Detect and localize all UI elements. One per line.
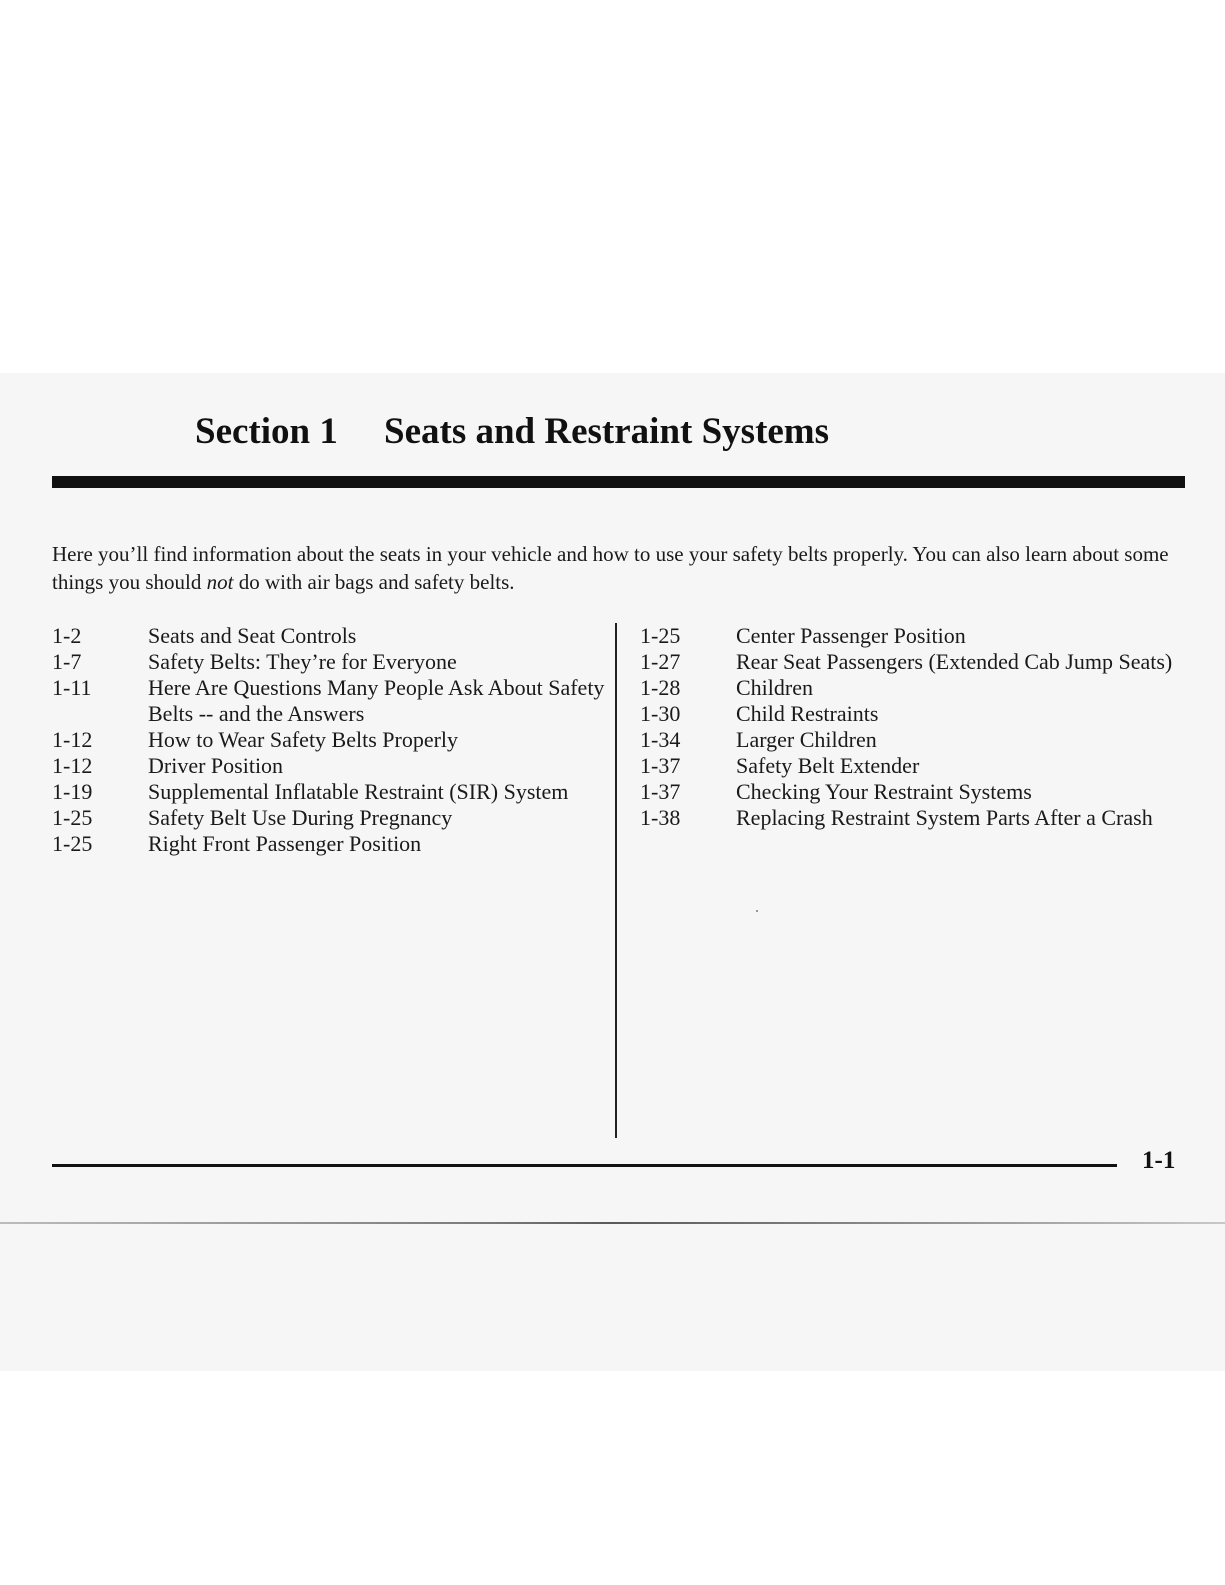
toc-entry-title: Here Are Questions Many People Ask About Safety Belts -- and the Answers: [148, 675, 605, 726]
scan-speck: [756, 910, 758, 912]
toc-entry-title: Safety Belt Use During Pregnancy: [148, 805, 453, 830]
toc-page-number: 1-25: [640, 623, 681, 648]
toc-page-number: 1-28: [640, 675, 681, 700]
toc-entry-title: Safety Belts: They’re for Everyone: [148, 649, 457, 674]
toc-entry[interactable]: [52, 623, 612, 649]
column-divider: [615, 623, 617, 1138]
title-rule: [52, 476, 1185, 488]
toc-page-number: 1-19: [52, 779, 93, 804]
toc-page-number: 1-34: [640, 727, 681, 752]
toc-left-column: [52, 623, 612, 857]
toc-page-number: 1-27: [640, 649, 681, 674]
toc-page-number: 1-12: [52, 727, 93, 752]
page-number: 1-1: [1142, 1147, 1176, 1174]
toc-page-number: 1-38: [640, 805, 681, 830]
toc-entry[interactable]: [640, 753, 1200, 779]
toc-entry[interactable]: [52, 753, 612, 779]
toc-page-number: 1-30: [640, 701, 681, 726]
toc-page-number: 1-25: [52, 831, 93, 856]
toc-page-number: 1-25: [52, 805, 93, 830]
toc-entry[interactable]: [640, 649, 1200, 675]
toc-entry[interactable]: [52, 649, 612, 675]
toc-entry-title: Child Restraints: [736, 701, 879, 726]
toc-entry[interactable]: [52, 831, 612, 857]
toc-entry-title: Supplemental Inflatable Restraint (SIR) System: [148, 779, 569, 804]
toc-entry-title: Safety Belt Extender: [736, 753, 920, 778]
toc-entry[interactable]: [52, 805, 612, 831]
toc-entry-title: How to Wear Safety Belts Properly: [148, 727, 459, 752]
toc-entry[interactable]: [640, 701, 1200, 727]
section-name: Seats and Restraint Systems: [384, 411, 830, 452]
toc-entry-title: Children: [736, 675, 813, 700]
toc-page-number: 1-11: [52, 675, 92, 700]
section-title: [195, 413, 829, 450]
toc-entry-title: Larger Children: [736, 727, 877, 752]
intro-emphasis: not: [206, 570, 234, 594]
toc-entry-title: Replacing Restraint System Parts After a Crash: [736, 805, 1153, 830]
intro-paragraph: [52, 540, 1192, 596]
toc-entry-title: Seats and Seat Controls: [148, 623, 357, 648]
toc-entry-title: Driver Position: [148, 753, 284, 778]
section-number: Section 1: [195, 411, 338, 452]
toc-entry-title: Right Front Passenger Position: [148, 831, 422, 856]
toc-entry[interactable]: [52, 779, 612, 805]
toc-entry[interactable]: [52, 727, 612, 753]
toc-entry[interactable]: [640, 727, 1200, 753]
scan-edge-line: [0, 1222, 1225, 1224]
intro-text-end: do with air bags and safety belts.: [233, 570, 515, 594]
toc-page-number: 1-7: [52, 649, 82, 674]
toc-entry[interactable]: [640, 675, 1200, 701]
toc-entry-title: Checking Your Restraint Systems: [736, 779, 1032, 804]
toc-entry[interactable]: [640, 805, 1200, 831]
toc-entry[interactable]: [52, 675, 612, 727]
toc-page-number: 1-12: [52, 753, 93, 778]
toc-entry-title: Rear Seat Passengers (Extended Cab Jump Seats): [736, 649, 1173, 674]
toc-page-number: 1-37: [640, 753, 681, 778]
toc-entry-title: Center Passenger Position: [736, 623, 966, 648]
toc-entry[interactable]: [640, 623, 1200, 649]
toc-entry[interactable]: [640, 779, 1200, 805]
intro-text-start: Here you’ll find information about the seats in your vehicle and how to use your safety belts properly. You can also learn about some things you should: [52, 542, 1169, 594]
toc-page-number: 1-2: [52, 623, 82, 648]
footer-rule: [52, 1164, 1117, 1167]
toc-page-number: 1-37: [640, 779, 681, 804]
toc-right-column: [640, 623, 1200, 831]
